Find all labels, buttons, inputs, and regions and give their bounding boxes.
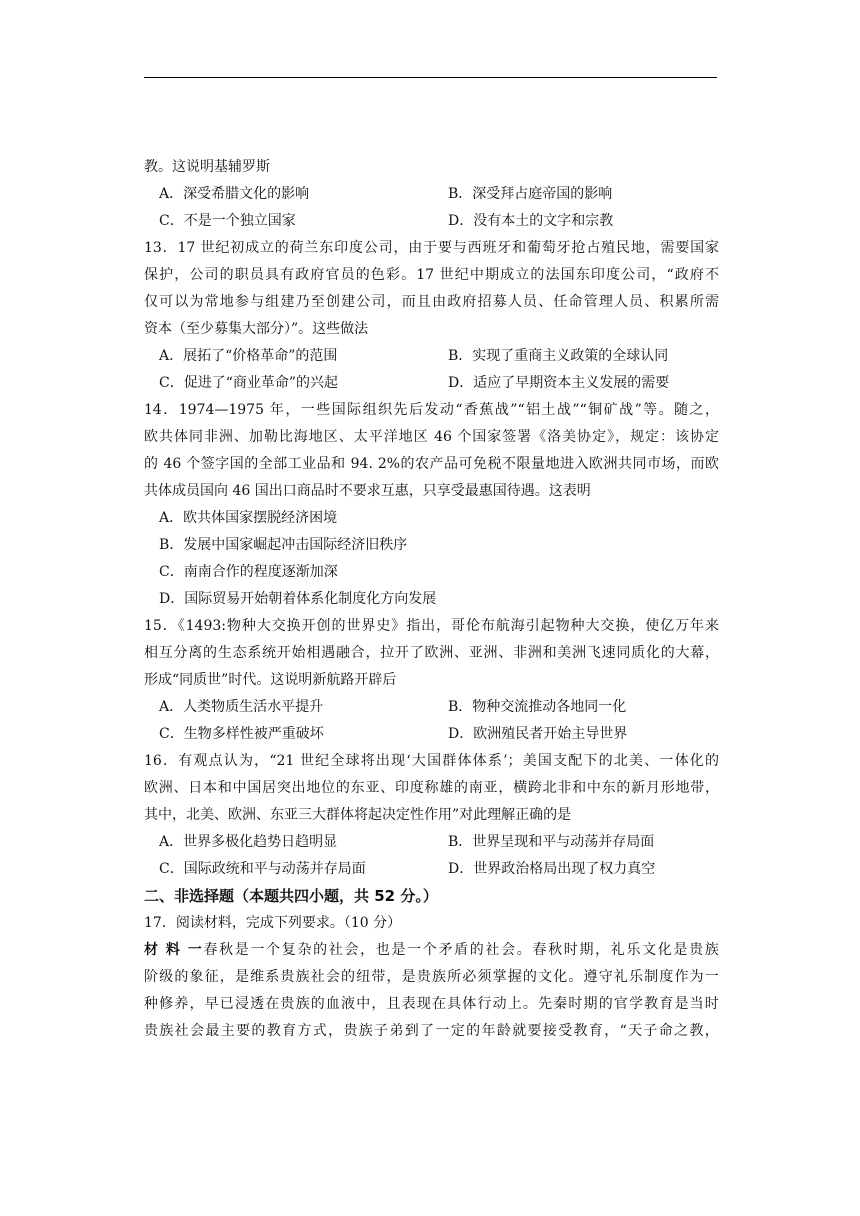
- header-rule: [144, 77, 717, 78]
- q15-option-a[interactable]: A．人类物质生活水平提升: [159, 699, 324, 715]
- q17-material-line: 阶级的象征，是维系贵族社会的纽带，是贵族所必须掌握的文化。遵守礼乐制度作为一: [144, 969, 719, 985]
- q15-option-b[interactable]: B．物种交流推动各地同一化: [448, 699, 627, 715]
- q16-option-d[interactable]: D．世界政治格局出现了权力真空: [448, 861, 656, 877]
- q14-option-c[interactable]: C．南南合作的程度逐渐加深: [159, 564, 338, 580]
- q12-option-a[interactable]: A．深受希腊文化的影响: [159, 186, 310, 202]
- q14-stem-line: 欧共体同非洲、加勒比海地区、太平洋地区 46 个国家签署《洛美协定》，规定：该协定: [144, 429, 719, 445]
- q12-stem-tail: 教。这说明基辅罗斯: [144, 159, 270, 175]
- q14-option-d[interactable]: D．国际贸易开始朝着体系化制度化方向发展: [159, 591, 437, 607]
- page-content: [144, 157, 719, 1048]
- q13-stem-line: 保护，公司的职员具有政府官员的色彩。17 世纪中期成立的法国东印度公司，“政府不: [144, 267, 719, 283]
- q13-option-c[interactable]: C．促进了“商业革命”的兴起: [159, 375, 339, 391]
- q13-option-b[interactable]: B．实现了重商主义政策的全球认同: [448, 348, 669, 364]
- q16-stem-line: 欧洲、日本和中国居突出地位的东亚、印度称雄的南亚，横跨北非和中东的新月形地带，: [144, 780, 719, 796]
- q15-stem-line: 15．《1493:物种大交换开创的世界史》指出，哥伦布航海引起物种大交换，使亿万年来: [144, 618, 719, 634]
- q14-option-b[interactable]: B．发展中国家崛起冲击国际经济旧秩序: [159, 537, 408, 553]
- q16-stem-line: 其中，北美、欧洲、东亚三大群体将起决定性作用”对此理解正确的是: [144, 807, 572, 823]
- q17-material-line: 贵族社会最主要的教育方式，贵族子弟到了一定的年龄就要接受教育，“天子命之教，: [144, 1023, 719, 1039]
- q12-option-b[interactable]: B．深受拜占庭帝国的影响: [448, 186, 613, 202]
- material-label: 材料一: [144, 942, 202, 958]
- q16-option-b[interactable]: B．世界呈现和平与动荡并存局面: [448, 834, 655, 850]
- q17-material-text: 春秋是一个复杂的社会，也是一个矛盾的社会。春秋时期，礼乐文化是贵族: [202, 942, 719, 958]
- q16-option-c[interactable]: C．国际政统和平与动荡并存局面: [159, 861, 366, 877]
- q12-option-c[interactable]: C．不是一个独立国家: [159, 213, 296, 229]
- q15-options-row-2: [144, 724, 719, 751]
- q12-options-row-1: [144, 184, 719, 211]
- q12-option-d[interactable]: D．没有本土的文字和宗教: [448, 213, 614, 229]
- q13-option-a[interactable]: A．展拓了“价格革命”的范围: [159, 348, 338, 364]
- q16-options-row-1: [144, 832, 719, 859]
- q14-stem-line: 共体成员国向 46 国出口商品时不要求互惠，只享受最惠国待遇。这表明: [144, 483, 591, 499]
- q16-options-row-2: [144, 859, 719, 886]
- q12-options-row-2: [144, 211, 719, 238]
- q13-options-row-2: [144, 373, 719, 400]
- q17-material-line: 种修养，早已浸透在贵族的血液中，且表现在具体行动上。先秦时期的官学教育是当时: [144, 996, 719, 1012]
- q15-stem-line: 相互分离的生态系统开始相遇融合，拉开了欧洲、亚洲、非洲和美洲飞速同质化的大幕，: [144, 645, 719, 661]
- q16-option-a[interactable]: A．世界多极化趋势日趋明显: [159, 834, 338, 850]
- q17-prompt: 17．阅读材料，完成下列要求。（10 分）: [144, 915, 402, 931]
- q16-stem-line: 16．有观点认为，“21 世纪全球将出现‘大国群体体系’；美国支配下的北美、一体化的: [144, 753, 719, 769]
- q17-material-line: [144, 940, 719, 967]
- q14-stem-line: 14．1974—1975 年，一些国际组织先后发动“香蕉战”“铝土战”“铜矿战”等。随之，: [144, 402, 719, 418]
- q13-stem-line: 资本（至少募集大部分）”。这些做法: [144, 321, 369, 337]
- q15-option-c[interactable]: C．生物多样性被严重破坏: [159, 726, 324, 742]
- q13-stem-line: 13．17 世纪初成立的荷兰东印度公司，由于要与西班牙和葡萄牙抢占殖民地，需要国家: [144, 240, 719, 256]
- q15-stem-line: 形成“同质世”时代。这说明新航路开辟后: [144, 672, 397, 688]
- q13-stem-line: 仅可以为常地参与组建乃至创建公司，而且由政府招募人员、任命管理人员、积累所需: [144, 294, 719, 310]
- q15-options-row-1: [144, 697, 719, 724]
- q14-option-a[interactable]: A．欧共体国家摆脱经济困境: [159, 510, 338, 526]
- q13-option-d[interactable]: D．适应了早期资本主义发展的需要: [448, 375, 670, 391]
- q13-options-row-1: [144, 346, 719, 373]
- section-heading: 二、非选择题（本题共四小题，共 52 分。）: [144, 887, 438, 905]
- q15-option-d[interactable]: D．欧洲殖民者开始主导世界: [448, 726, 628, 742]
- q14-stem-line: 的 46 个签字国的全部工业品和 94. 2%的农产品可免税不限量地进入欧洲共同市场，而欧: [144, 456, 719, 472]
